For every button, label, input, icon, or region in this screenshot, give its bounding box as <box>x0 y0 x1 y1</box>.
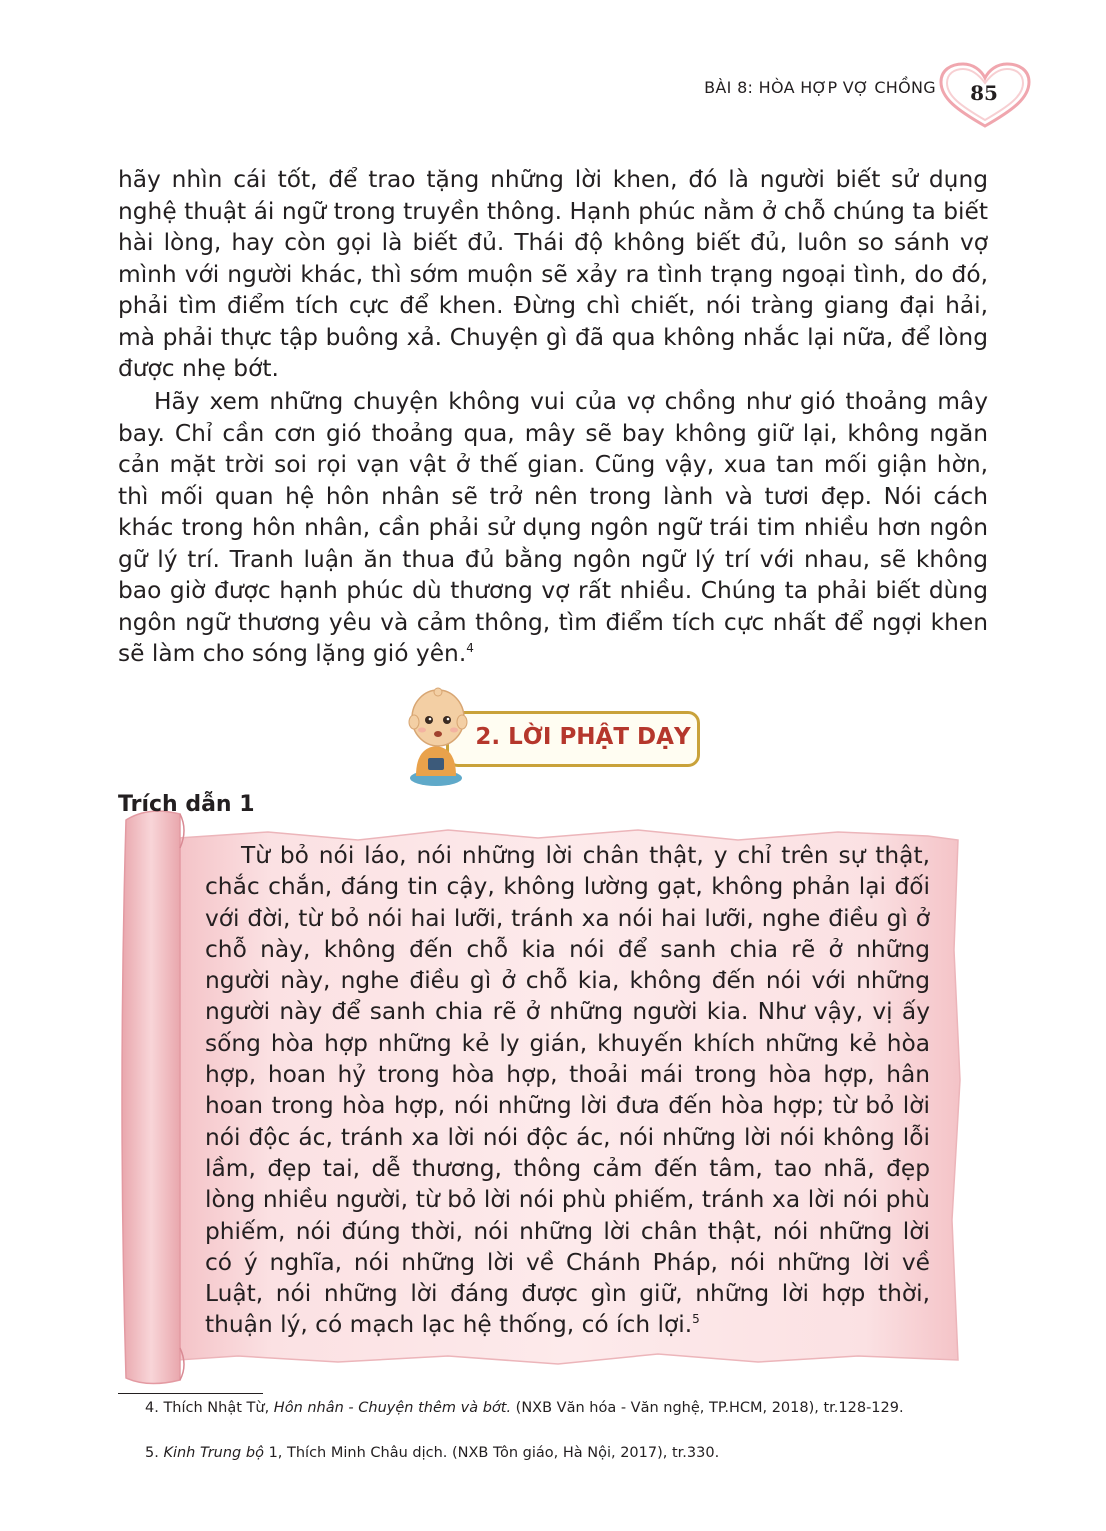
quote-title: Trích dẫn 1 <box>118 792 255 817</box>
body-paragraph-2-text: Hãy xem những chuyện không vui của vợ chồng như gió thoảng mây bay. Chỉ cần cơn gió thoảng qua, mây sẽ bay không giữ lại, không ngăn cản mặt trời soi rọi vạn vật ở thế gian. Cũng vậy, xua tan mối giận hờn, thì mối quan hệ hôn nhân sẽ trở nên trong lành và tươi đẹp. Nói cách khác trong hôn nhân, cần phải sử dụng ngôn ngữ trái tim nhiều hơn ngôn gữ lý trí. Tranh luận ăn thua đủ bằng ngôn ngữ lý trí với nhau, sẽ không bao giờ được hạnh phúc dù thương vợ rất nhiều. Chúng ta phải biết dùng ngôn ngữ thương yêu và cảm thông, tìm điểm tích cực nhất để ngợi khen sẽ làm cho sóng lặng gió yên. <box>118 388 988 667</box>
footnote-divider <box>118 1393 263 1394</box>
quote-body: Từ bỏ nói láo, nói những lời chân thật, y chỉ trên sự thật, chắc chắn, đáng tin cậy, không lường gạt, không phản lại đối với đời, từ bỏ nói hai lưỡi, tránh xa nói hai lưỡi, nghe điều gì ở chỗ này, không đến chỗ kia nói để sanh chia rẽ ở những người này, nghe điều gì ở chỗ kia, không đến nói với những người này để sanh chia rẽ ở những người kia. Như vậy, vị ấy sống hòa hợp những kẻ ly gián, khuyến khích những kẻ hòa hợp, hoan hỷ trong hòa hợp, thoải mái trong hòa hợp, hân hoan trong hòa hợp, nói những lời đưa đến hòa hợp; từ bỏ lời nói độc ác, tránh xa lời nói độc ác, nói những lời nói không lỗi lầm, đẹp tai, dễ thương, thông cảm đến tâm, tao nhã, đẹp lòng nhiều người, từ bỏ lời nói phù phiếm, tránh xa lời nói phù phiếm, nói đúng thời, nói những lời chân thật, nói những lời có ý nghĩa, nói những lời về Chánh Pháp, nói những lời về Luật, nói những lời đáng được gìn giữ, những lời hợp thời, thuận lý, có mạch lạc hệ thống, có ích lợi. <box>205 842 930 1339</box>
body-paragraph-2 <box>118 386 988 670</box>
footnote-4 <box>118 1398 998 1418</box>
page-number: 85 <box>970 81 998 105</box>
footnote-ref-4: 4 <box>466 641 474 656</box>
body-paragraph-1: hãy nhìn cái tốt, để trao tặng những lời khen, đó là người biết sử dụng nghệ thuật ái ngữ trong truyền thông. Hạnh phúc nằm ở chỗ chúng ta biết hài lòng, hay còn gọi là biết đủ. Thái độ không biết đủ, luôn so sánh vợ mình với người khác, thì sớm muộn sẽ xảy ra tình trạng ngoại tình, do đó, phải tìm điểm tích cực để khen. Đừng chì chiết, nói tràng giang đại hải, mà phải thực tập buông xả. Chuyện gì đã qua không nhắc lại nữa, để lòng được nhẹ bớt. <box>118 166 988 382</box>
footnote-4-author: Thích Nhật Từ, <box>163 1400 270 1416</box>
footnote-4-details: (NXB Văn hóa - Văn nghệ, TP.HCM, 2018), tr.128-129. <box>515 1400 904 1416</box>
chapter-title: BÀI 8: HÒA HỢP VỢ CHỒNG <box>704 78 936 97</box>
footnote-ref-5: 5 <box>692 1312 700 1327</box>
section-badge <box>406 678 706 790</box>
footnote-5-work: Kinh Trung bộ <box>163 1445 264 1461</box>
section-heading: 2. LỜI PHẬT DẠY <box>475 724 691 750</box>
footnote-5 <box>118 1443 998 1463</box>
footnote-5-details: 1, Thích Minh Châu dịch. (NXB Tôn giáo, Hà Nội, 2017), tr.330. <box>268 1445 720 1461</box>
quote-text <box>205 840 930 1341</box>
footnote-4-work: Hôn nhân - Chuyện thêm và bớt. <box>273 1400 512 1416</box>
footnote-4-number: 4. <box>145 1400 159 1416</box>
footnote-5-number: 5. <box>145 1445 159 1461</box>
